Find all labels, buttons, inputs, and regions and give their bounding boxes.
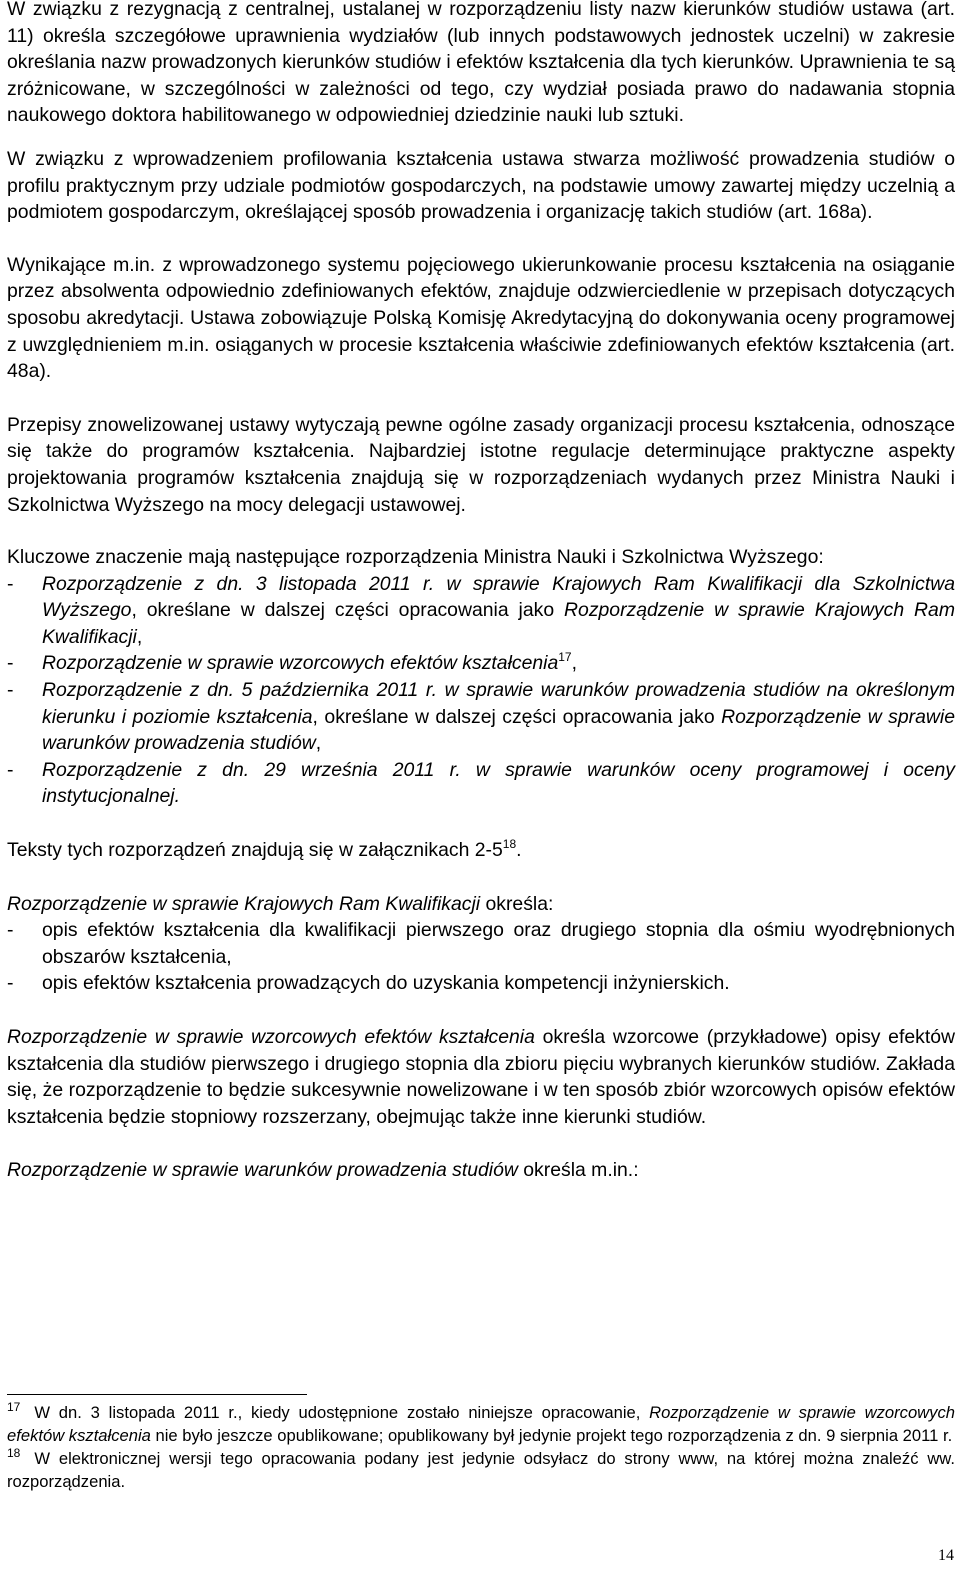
list-item: - Rozporządzenie w sprawie wzorcowych efektów kształcenia$^{17}$, <box>7 650 577 675</box>
page-number: 14 <box>938 1547 954 1564</box>
list-item: - opis efektów kształcenia prowadzących do uzyskania kompetencji inżynierskich. <box>7 972 730 995</box>
kwalifikacje-list <box>7 917 955 997</box>
paragraph-6: Teksty tych rozporządzeń znajdują się w załącznikach $2-5^{18}$. <box>7 837 522 862</box>
list-item: - opis efektów kształcenia dla kwalifikacji pierwszego oraz drugiego stopnia dla ośmiu wyodrębnionych obszarów kształcenia, <box>7 919 955 968</box>
paragraph-3: Wynikające m.in. z wprowadzonego systemu pojęciowego ukierunkowanie procesu kształcenia na osiąganie przez absolwenta odpowiednio zdefiniowanych efektów, znajduje odzwierciedlenie w przepisach dotyczących sposobu akredytacji. Ustawa zobowiązuje Polską Komisję Akredytacyjną do dokonywania oceny programowej z uwzględnieniem m.in. osiąganych w procesie kształcenia właściwie zdefiniowanych efektów kształcenia (art. 48a). <box>7 253 955 383</box>
list-item: - Rozporządzenie z dn. 5 października 2011 r. w sprawie warunków prowadzenia studiów na określonym kierunku i poziomie kształcenia, określane w dalszej części opracowania jako Rozporządzenie w sprawie warunków prowadzenia studiów, <box>7 679 955 755</box>
paragraph-8: Rozporządzenie w sprawie wzorcowych efektów kształcenia określa wzorcowe (przykładowe) opisy efektów kształcenia dla studiów pierwszego i drugiego stopnia dla zbioru pięciu wybranych kierunków studiów. Zakłada się, że rozporządzenie to będzie sukcesywnie nowelizowane i w ten sposób zbiór wzorcowych opisów efektów kształcenia będzie stopniowy rozszerzany, obejmując także inne kierunki studiów. <box>7 1026 956 1128</box>
footnotes <box>7 1401 955 1493</box>
footnote-ref-18: 18 <box>502 837 517 852</box>
document-body <box>7 0 955 1184</box>
paragraph-9: Rozporządzenie w sprawie warunków prowadzenia studiów określa m.in.: <box>7 1159 639 1182</box>
footnote-17: $^{17}$ W dn. 3 listopada 2011 r., kiedy udostępnione zostało niniejsze opracowanie, Rozporządzenie w sprawie wzorcowych efektów kształcenia nie było jeszcze opublikowane; opublikowany był jedynie projekt tego rozporządzenia z dn. 9 sierpnia 2011 r. <box>7 1400 955 1445</box>
paragraph-2: W związku z wprowadzeniem profilowania kształcenia ustawa stwarza możliwość prowadzenia studiów o profilu praktycznym przy udziale podmiotów gospodarczych, na podstawie umowy zawartej między uczelnią a podmiotem gospodarczym, określającej sposób prowadzenia i organizację takich studiów (art. 168a). <box>7 147 955 224</box>
paragraph-4: Przepisy znowelizowanej ustawy wytyczają pewne ogólne zasady organizacji procesu kształcenia, odnoszące się także do programów kształcenia. Najbardziej istotne regulacje determinujące praktyczne aspekty projektowania programów kształcenia znajdują się w rozporządzeniach wydanych przez Ministra Nauki i Szkolnictwa Wyższego na mocy delegacji ustawowej. <box>7 413 955 516</box>
footnote-18: $^{18}$ W elektronicznej wersji tego opracowania podany jest jedynie odsyłacz do strony www, na której można znaleźć ww. rozporządzenia. <box>7 1446 955 1491</box>
paragraph-7: Rozporządzenie w sprawie Krajowych Ram Kwalifikacji określa: <box>7 892 554 915</box>
paragraph-5: Kluczowe znaczenie mają następujące rozporządzenia Ministra Nauki i Szkolnictwa Wyższego: <box>7 546 824 569</box>
list-item: - Rozporządzenie z dn. 29 września 2011 r. w sprawie warunków oceny programowej i oceny instytucjonalnej. <box>7 758 955 808</box>
list-item: - Rozporządzenie z dn. 3 listopada 2011 r. w sprawie Krajowych Ram Kwalifikacji dla Szkolnictwa Wyższego, określane w dalszej części opracowania jako Rozporządzenie w sprawie Krajowych Ram Kwalifikacji, <box>7 572 955 648</box>
footnote-ref-17: 17 <box>558 650 572 665</box>
paragraph-1: W związku z rezygnacją z centralnej, ustalanej w rozporządzeniu listy nazw kierunków studiów ustawa (art. 11) określa szczegółowe uprawnienia wydziałów (lub innych podstawowych jednostek uczelni) w zakresie określania nazw prowadzonych kierunków studiów i efektów kształcenia dla tych kierunków. Uprawnienia te są zróżnicowane, w szczególności w zależności od tego, czy wydział posiada prawo do nadawania stopnia naukowego doktora habilitowanego w odpowiedniej dziedzinie nauki lub sztuki. <box>7 0 955 127</box>
footnote-separator <box>7 1394 307 1395</box>
regulations-list <box>7 571 955 810</box>
